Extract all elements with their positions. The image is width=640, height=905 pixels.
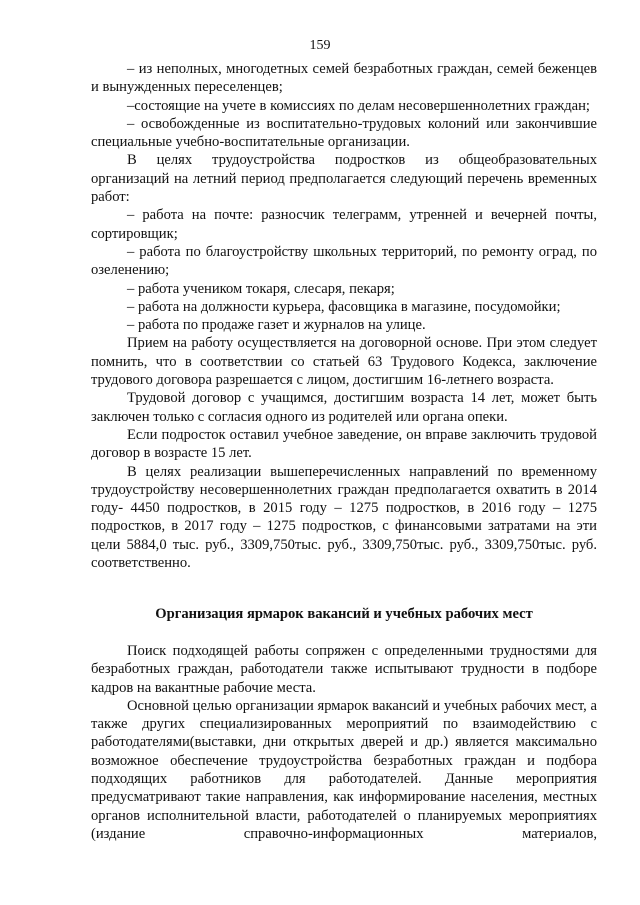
list-item: – работа по продаже газет и журналов на улице. bbox=[127, 317, 426, 334]
list-item: – работа учеником токаря, слесаря, пекаря; bbox=[127, 280, 395, 297]
paragraph: – из неполных, многодетных семей безработных граждан, семей беженцев и вынужденных переселенцев; bbox=[91, 61, 597, 96]
list-item: – работа на должности курьера, фасовщика в магазине, посудомойки; bbox=[127, 298, 561, 315]
paragraph: –состоящие на учете в комиссиях по делам несовершеннолетних граждан; bbox=[127, 97, 590, 114]
list-item: – работа на почте: разносчик телеграмм, утренней и вечерней почты, сортировщик; bbox=[91, 207, 597, 242]
paragraph: Поиск подходящей работы сопряжен с определенными трудностями для безработных граждан, работодатели также испытывают трудности в подборе кадров на вакантные рабочие места. bbox=[91, 643, 597, 696]
section-heading: Организация ярмарок вакансий и учебных рабочих мест bbox=[155, 606, 533, 622]
paragraph: Основной целью организации ярмарок вакансий и учебных рабочих мест, а также других специализированных мероприятий по взаимодействию с работодателями(выставки, дни открытых дверей и др.) является максимально возможное обеспечение трудоустройства безработных граждан и подбора подходящих работников для работодателей. Данные мероприятия предусматривают такие направления, как информирование населения, местных органов исполнительной власти, работодателей о планируемых мероприятиях (издание справочно-информационных материалов, bbox=[91, 697, 597, 842]
paragraph: Если подросток оставил учебное заведение, он вправе заключить трудовой договор в возрасте 15 лет. bbox=[91, 426, 597, 462]
paragraph: В целях реализации вышеперечисленных направлений по временному трудоустройству несовершеннолетних граждан предполагается охватить в 2014 году- 4450 подростков, в 2015 году – 1275 подростков, в 2016 году – 1275 подростков, в 2017 году – 1275 подростков, с финансовыми затратами на эти цели 5884,0 тыс. руб., 3309,750тыс. руб., 3309,750тыс. руб., 3309,750тыс. руб. соответственно. bbox=[91, 463, 597, 572]
section-body-text bbox=[91, 642, 597, 843]
paragraph: – освобожденные из воспитательно-трудовых колоний или закончившие специальные учебно-воспитательные организации. bbox=[91, 115, 597, 151]
list-item: – работа по благоустройству школьных территорий, по ремонту оград, по озеленению; bbox=[91, 243, 597, 279]
page-number: 159 bbox=[309, 38, 331, 53]
paragraph: Трудовой договор с учащимся, достигшим возраста 14 лет, может быть заключен только с согласия одного из родителей или органа опеки. bbox=[91, 390, 597, 425]
paragraph: В целях трудоустройства подростков из общеобразовательных организаций на летний период предполагается следующий перечень временных работ: bbox=[91, 152, 597, 206]
body-text bbox=[91, 60, 597, 572]
paragraph: Прием на работу осуществляется на договорной основе. При этом следует помнить, что в соответствии со статьей 63 Трудового Кодекса, заключение трудового договора разрешается с лицом, достигшим 16-летнего возраста. bbox=[91, 335, 597, 389]
